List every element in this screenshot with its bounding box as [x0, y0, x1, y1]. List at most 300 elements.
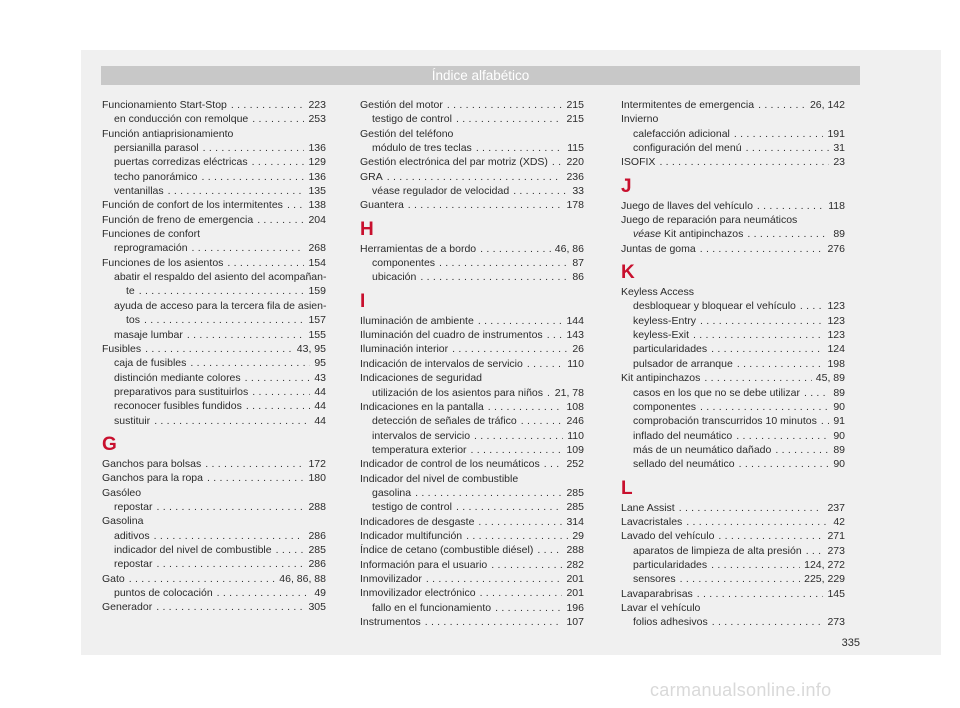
index-entry [360, 529, 584, 543]
entry-page-ref[interactable]: 136 [308, 170, 326, 183]
entry-page-ref[interactable]: 285 [566, 486, 584, 499]
entry-page-ref[interactable]: 46, 86 [554, 242, 584, 255]
entry-page-ref[interactable]: 220 [566, 156, 584, 169]
index-entry [360, 457, 584, 471]
dot-leader [141, 342, 293, 356]
entry-page-ref[interactable]: 191 [827, 127, 845, 140]
dot-leader [125, 572, 276, 586]
entry-term: configuración del menú [633, 142, 742, 155]
entry-page-ref[interactable]: 143 [566, 329, 584, 342]
entry-term: Ganchos para la ropa [102, 472, 203, 485]
entry-page-ref[interactable]: 285 [308, 543, 326, 556]
entry-term: GRA [360, 170, 383, 183]
dot-leader [733, 357, 824, 371]
index-entry [360, 127, 584, 141]
entry-page-ref[interactable]: 23 [833, 156, 845, 169]
dot-leader [272, 543, 305, 557]
entry-page-ref[interactable]: 155 [308, 328, 326, 341]
dot-leader [248, 112, 304, 126]
entry-page-ref[interactable]: 124, 272 [804, 558, 845, 571]
index-entry [360, 357, 584, 371]
entry-page-ref[interactable]: 253 [308, 113, 326, 126]
entry-page-ref[interactable]: 285 [566, 501, 584, 514]
index-subentry [360, 386, 584, 400]
index-subentry [360, 112, 584, 126]
dot-leader [467, 443, 563, 457]
index-entry [360, 371, 584, 385]
dot-leader [693, 587, 824, 601]
entry-page-ref[interactable]: 201 [566, 587, 584, 600]
entry-page-ref[interactable]: 288 [566, 544, 584, 557]
entry-page-ref[interactable]: 26 [572, 343, 584, 356]
entry-page-ref[interactable]: 178 [566, 199, 584, 212]
entry-term: Instrumentos [360, 616, 421, 628]
entry-term: más de un neumático dañado [633, 443, 772, 456]
index-section-letter: K [621, 262, 635, 284]
entry-page-ref[interactable]: 273 [827, 616, 845, 629]
entry-term: en conducción con remolque [114, 113, 249, 126]
entry-term: Iluminación de ambiente [360, 314, 474, 327]
dot-leader [696, 314, 823, 328]
dot-leader [800, 386, 829, 400]
entry-page-ref[interactable]: 90 [833, 429, 845, 442]
index-entry [102, 600, 326, 614]
entry-page-ref[interactable]: 268 [308, 242, 326, 255]
index-subentry [102, 586, 326, 600]
dot-leader [383, 170, 563, 184]
entry-term: gasolina [372, 486, 412, 499]
dot-leader [435, 256, 568, 270]
entry-page-ref[interactable]: 288 [308, 500, 326, 513]
entry-term: Funciones de confort [102, 228, 201, 241]
dot-leader [540, 457, 563, 471]
entry-term: Juntas de goma [621, 242, 696, 255]
index-entry [621, 155, 845, 169]
entry-page-ref[interactable]: 33 [572, 185, 584, 198]
entry-page-ref[interactable]: 89 [833, 443, 845, 456]
index-subentry [360, 141, 584, 155]
entry-page-ref[interactable]: 42 [833, 515, 845, 528]
index-entry [621, 199, 845, 213]
entry-term: Guantera [360, 199, 404, 212]
entry-term: Lavaparabrisas [621, 587, 693, 600]
entry-page-ref[interactable]: 115 [567, 142, 584, 155]
dot-leader [188, 241, 305, 255]
dot-leader [452, 112, 563, 126]
index-entry [360, 400, 584, 414]
dot-leader [796, 299, 824, 313]
dot-leader [223, 256, 304, 270]
entry-term: te [126, 285, 135, 298]
entry-term: módulo de tres teclas [372, 142, 472, 155]
entry-page-ref[interactable]: 118 [828, 199, 845, 212]
entry-see-prefix: véase [633, 228, 662, 241]
entry-page-ref[interactable]: 31 [833, 142, 845, 155]
index-entry [102, 486, 326, 500]
index-subentry [102, 385, 326, 399]
index-entry [102, 213, 326, 227]
entry-page-ref[interactable]: 89 [833, 228, 845, 241]
entry-term: ayuda de acceso para la tercera fila de asien- [114, 299, 327, 312]
dot-leader [675, 501, 824, 515]
index-subentry [360, 429, 584, 443]
entry-term: Indicador del nivel de combustible [360, 472, 519, 485]
entry-term: Función antiaprisionamiento [102, 127, 234, 140]
entry-page-ref[interactable]: 145 [827, 587, 845, 600]
entry-term: Juego de llaves del vehículo [621, 199, 753, 212]
dot-leader [150, 414, 310, 428]
entry-page-ref[interactable]: 246 [566, 415, 584, 428]
entry-page-ref[interactable]: 252 [566, 458, 584, 471]
entry-term: Invierno [621, 113, 659, 126]
dot-leader [676, 572, 801, 586]
entry-term: particularidades [633, 343, 708, 356]
index-column-1 [102, 98, 326, 615]
dot-leader [543, 386, 551, 400]
dot-leader [491, 601, 562, 615]
index-subentry [102, 141, 326, 155]
entry-page-ref[interactable]: 109 [566, 443, 584, 456]
entry-page-ref[interactable]: 43 [314, 371, 326, 384]
index-entry [102, 514, 326, 528]
index-subentry [621, 443, 845, 457]
entry-page-ref[interactable]: 157 [308, 314, 326, 327]
entry-term: reprogramación [114, 242, 188, 255]
entry-page-ref[interactable]: 107 [566, 616, 584, 628]
dot-leader [696, 400, 829, 414]
entry-term: sensores [633, 573, 676, 586]
index-subentry [102, 399, 326, 413]
entry-term: puertas corredizas eléctricas [114, 156, 248, 169]
index-subentry [360, 256, 584, 270]
entry-page-ref[interactable]: 44 [314, 414, 326, 427]
entry-term: aparatos de limpieza de alta presión [633, 544, 802, 557]
entry-page-ref[interactable]: 201 [566, 572, 584, 585]
entry-page-ref[interactable]: 123 [827, 329, 845, 342]
entry-term: Inmovilizador [360, 572, 422, 585]
index-entry [360, 98, 584, 112]
entry-term: caja de fusibles [114, 357, 187, 370]
index-entry [360, 155, 584, 169]
entry-term: Función de freno de emergencia [102, 213, 254, 226]
index-entry [102, 98, 326, 112]
entry-term: Indicaciones de seguridad [360, 372, 483, 385]
entry-page-ref[interactable]: 286 [308, 529, 326, 542]
entry-page-ref[interactable]: 90 [833, 400, 845, 413]
dot-leader [213, 586, 311, 600]
entry-term: Lavar el vehículo [621, 601, 701, 614]
index-entry [360, 515, 584, 529]
entry-page-ref[interactable]: 44 [314, 385, 326, 398]
dot-leader [802, 544, 824, 558]
entry-page-ref[interactable]: 91 [833, 415, 845, 428]
index-entry [621, 242, 845, 256]
entry-page-ref[interactable]: 45, 89 [815, 372, 845, 385]
entry-term: ubicación [372, 271, 417, 284]
dot-leader [150, 529, 305, 543]
dot-leader [253, 213, 304, 227]
entry-term: ISOFIX [621, 156, 656, 169]
entry-page-ref[interactable]: 110 [567, 357, 584, 370]
index-subentry [621, 558, 845, 572]
index-section-letter: H [360, 218, 374, 240]
entry-page-ref[interactable]: 124 [827, 343, 845, 356]
index-section-letter: L [621, 477, 633, 499]
dot-leader [227, 98, 305, 112]
index-entry [102, 342, 326, 356]
index-entry [360, 572, 584, 586]
index-subentry [102, 356, 326, 370]
entry-term: Información para el usuario [360, 558, 488, 571]
index-entry [621, 213, 845, 227]
entry-term: Indicador de control de los neumáticos [360, 458, 540, 471]
dot-leader [689, 328, 823, 342]
index-entry [360, 198, 584, 212]
entry-term-text: Kit antipinchazos [661, 228, 744, 241]
dot-leader [164, 184, 305, 198]
index-entry [621, 529, 845, 543]
entry-page-ref[interactable]: 215 [566, 113, 584, 126]
dot-leader [411, 486, 562, 500]
entry-page-ref[interactable]: 314 [566, 515, 584, 528]
entry-term: componentes [372, 257, 436, 270]
entry-term: aditivos [114, 529, 150, 542]
dot-leader [140, 313, 304, 327]
index-entry [360, 543, 584, 557]
entry-page-ref[interactable]: 136 [308, 142, 326, 155]
index-subentry [102, 241, 326, 255]
entry-page-ref[interactable]: 282 [566, 558, 584, 571]
entry-page-ref[interactable]: 123 [827, 300, 845, 313]
index-subentry [621, 386, 845, 400]
entry-term: Gestión del motor [360, 99, 443, 111]
entry-term: comprobación transcurridos 10 minutos [633, 415, 817, 428]
index-subentry [621, 141, 845, 155]
entry-term: puntos de colocación [114, 587, 213, 599]
entry-term: Ganchos para bolsas [102, 457, 202, 470]
entry-page-ref[interactable]: 129 [308, 156, 326, 169]
index-entry [360, 586, 584, 600]
index-entry [360, 314, 584, 328]
entry-page-ref[interactable]: 305 [308, 601, 326, 614]
index-entry [360, 615, 584, 629]
index-subentry [621, 544, 845, 558]
dot-leader [771, 443, 829, 457]
index-entry [621, 371, 845, 385]
index-entry [102, 572, 326, 586]
dot-leader [283, 198, 305, 212]
dot-leader [416, 270, 568, 284]
dot-leader [186, 356, 310, 370]
entry-page-ref[interactable]: 86 [572, 271, 584, 284]
dot-leader [517, 414, 563, 428]
dot-leader [203, 471, 304, 485]
dot-leader [655, 155, 829, 169]
index-subentry [621, 127, 845, 141]
index-entry [360, 558, 584, 572]
dot-leader [462, 529, 568, 543]
dot-leader [153, 500, 305, 514]
entry-term: keyless-Exit [633, 329, 690, 342]
index-subentry [102, 557, 326, 571]
entry-term: tos [126, 314, 141, 327]
entry-term: persianilla parasol [114, 142, 199, 155]
index-entry [621, 98, 845, 112]
dot-leader [199, 141, 305, 155]
index-column-3 [621, 98, 845, 630]
dot-leader [487, 558, 562, 572]
index-subentry [621, 400, 845, 414]
index-entry [621, 285, 845, 299]
entry-page-ref[interactable]: 198 [827, 357, 845, 370]
index-subentry [102, 313, 326, 327]
dot-leader [422, 572, 563, 586]
dot-leader [735, 457, 830, 471]
entry-page-ref[interactable]: 237 [827, 501, 845, 514]
index-subentry [621, 457, 845, 471]
dot-leader [472, 141, 563, 155]
index-entry [102, 127, 326, 141]
entry-term: Kit antipinchazos [621, 372, 701, 385]
dot-leader [421, 615, 563, 629]
entry-term: ventanillas [114, 185, 164, 198]
dot-leader [248, 155, 305, 169]
dot-leader [523, 357, 563, 371]
entry-page-ref[interactable]: 46, 86, 88 [279, 572, 326, 585]
index-subentry [102, 270, 326, 284]
entry-page-ref[interactable]: 144 [566, 314, 584, 327]
entry-page-ref[interactable]: 87 [572, 257, 584, 270]
index-subentry [621, 328, 845, 342]
entry-page-ref[interactable]: 276 [827, 242, 845, 255]
index-entry [360, 472, 584, 486]
index-subentry [102, 543, 326, 557]
entry-page-ref[interactable]: 204 [308, 213, 326, 226]
entry-page-ref[interactable]: 135 [308, 185, 326, 198]
index-entry [102, 227, 326, 241]
entry-term: Función de confort de los intermitentes [102, 199, 283, 212]
index-entry [621, 112, 845, 126]
index-subentry [621, 572, 845, 586]
dot-leader [743, 227, 829, 241]
entry-term: Funcionamiento Start-Stop [102, 99, 227, 111]
entry-term: Juego de reparación para neumáticos [621, 214, 798, 227]
entry-term: casos en los que no se debe utilizar [633, 386, 800, 399]
entry-term: sellado del neumático [633, 458, 735, 471]
entry-term: inflado del neumático [633, 429, 733, 442]
entry-term: particularidades [633, 558, 708, 571]
page-title: Índice alfabético [101, 66, 860, 85]
entry-term: Lane Assist [621, 501, 675, 514]
entry-page-ref[interactable]: 286 [308, 558, 326, 571]
entry-term [633, 227, 743, 241]
dot-leader [732, 429, 829, 443]
entry-page-ref[interactable]: 43, 95 [296, 342, 326, 355]
index-entry [102, 256, 326, 270]
dot-leader [241, 371, 311, 385]
dot-leader [730, 127, 824, 141]
entry-term: reconocer fusibles fundidos [114, 400, 242, 413]
entry-term: testigo de control [372, 501, 452, 514]
entry-page-ref[interactable]: 159 [308, 285, 326, 298]
entry-term: Iluminación del cuadro de instrumentos [360, 329, 543, 342]
entry-page-ref[interactable]: 90 [833, 458, 845, 471]
entry-page-ref[interactable]: 138 [308, 199, 326, 212]
entry-page-ref[interactable]: 225, 229 [804, 573, 845, 586]
dot-leader [700, 371, 811, 385]
entry-term: pulsador de arranque [633, 357, 733, 370]
index-entry [360, 242, 584, 256]
entry-page-ref[interactable]: 44 [314, 400, 326, 413]
entry-page-ref[interactable]: 108 [566, 400, 584, 413]
index-subentry [621, 615, 845, 629]
dot-leader [183, 328, 305, 342]
entry-page-ref[interactable]: 29 [572, 529, 584, 542]
entry-term: Lavacristales [621, 515, 683, 528]
index-subentry [102, 155, 326, 169]
index-section-letter: G [102, 433, 117, 455]
entry-page-ref[interactable]: 21, 78 [554, 386, 584, 399]
dot-leader [533, 543, 562, 557]
entry-page-ref[interactable]: 236 [566, 170, 584, 183]
index-section-letter: I [360, 290, 366, 312]
entry-page-ref[interactable]: 26, 142 [809, 99, 845, 111]
entry-term: repostar [114, 558, 153, 571]
dot-leader [754, 98, 806, 112]
dot-leader [152, 600, 304, 614]
entry-page-ref[interactable]: 123 [827, 314, 845, 327]
index-subentry [621, 414, 845, 428]
dot-leader [707, 342, 823, 356]
index-subentry [621, 429, 845, 443]
index-entry [360, 328, 584, 342]
entry-term: Keyless Access [621, 286, 694, 299]
entry-term: Intermitentes de emergencia [621, 99, 755, 111]
index-subentry [621, 357, 845, 371]
entry-term: indicador del nivel de combustible [114, 543, 272, 556]
entry-page-ref[interactable]: 180 [308, 472, 326, 485]
entry-page-ref[interactable]: 196 [566, 601, 584, 614]
entry-term: temperatura exterior [372, 443, 467, 456]
index-subentry [102, 112, 326, 126]
entry-term: Indicación de intervalos de servicio [360, 357, 523, 370]
entry-page-ref[interactable]: 223 [308, 99, 326, 111]
entry-page-ref[interactable]: 95 [314, 357, 326, 370]
index-entry [360, 170, 584, 184]
index-entry [102, 457, 326, 471]
page-number: 335 [841, 637, 860, 649]
entry-page-ref[interactable]: 273 [827, 544, 845, 557]
entry-term: intervalos de servicio [372, 429, 471, 442]
entry-term: folios adhesivos [633, 616, 708, 629]
entry-term: Gato [102, 572, 125, 585]
index-subentry [360, 486, 584, 500]
dot-leader [248, 385, 310, 399]
dot-leader [742, 141, 830, 155]
entry-page-ref[interactable]: 49 [314, 587, 326, 599]
entry-page-ref[interactable]: 215 [566, 99, 584, 111]
entry-page-ref[interactable]: 154 [308, 256, 326, 269]
dot-leader [476, 586, 563, 600]
entry-page-ref[interactable]: 89 [833, 386, 845, 399]
dot-leader [753, 199, 824, 213]
dot-leader [448, 342, 568, 356]
entry-term: preparativos para sustituirlos [114, 385, 249, 398]
entry-page-ref[interactable]: 271 [827, 530, 845, 543]
entry-page-ref[interactable]: 110 [567, 429, 584, 442]
entry-page-ref[interactable]: 172 [308, 457, 326, 470]
entry-term: detección de señales de tráfico [372, 415, 517, 428]
